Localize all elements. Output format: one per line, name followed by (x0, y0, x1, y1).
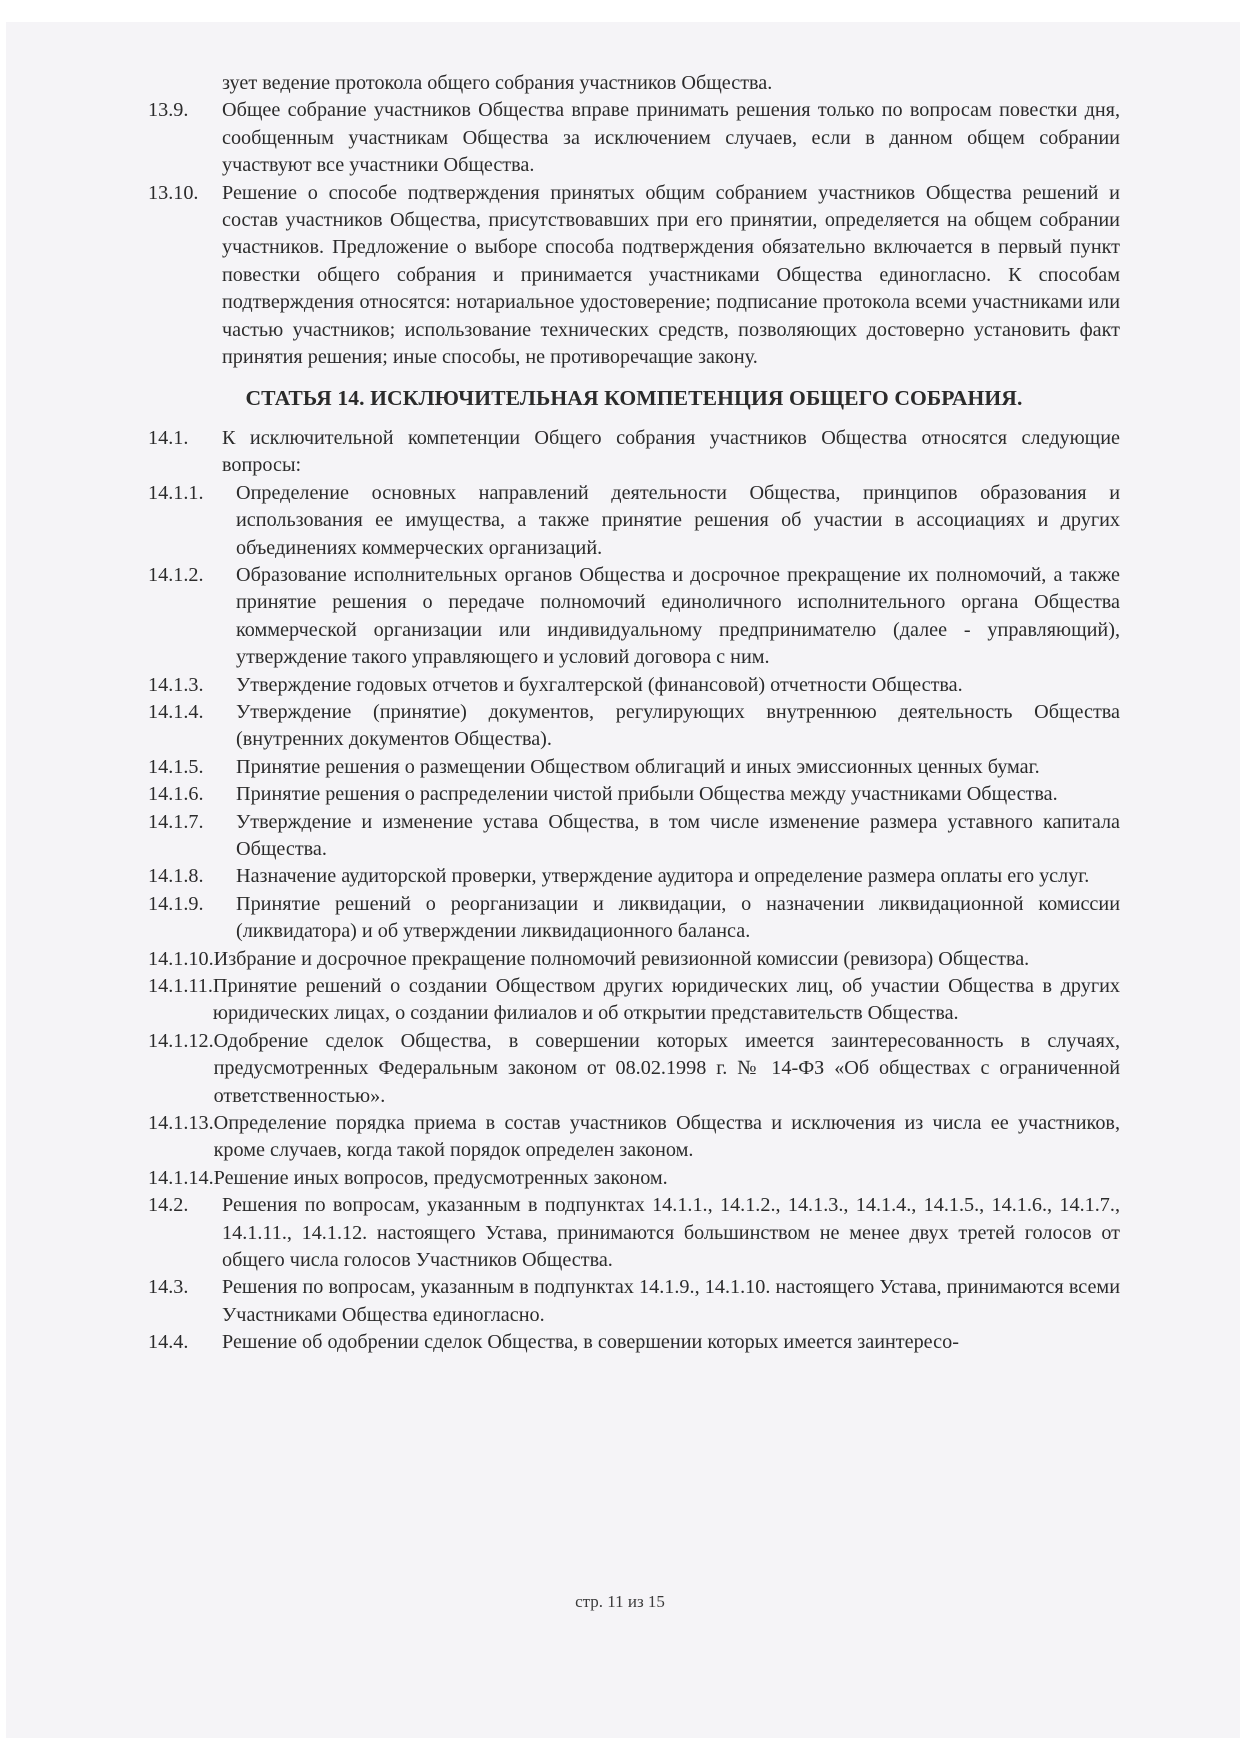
clause-text: Принятие решения о размещении Обществом облигаций и иных эмиссионных ценных бумаг. (236, 755, 1040, 778)
clause-13-10 (148, 180, 1120, 372)
clause-14-1-11 (148, 973, 1120, 1028)
clause-13-9 (148, 97, 1120, 179)
clause-number: 14.1.1. (148, 481, 204, 504)
clause-number: 14.1.6. (148, 783, 204, 806)
clause-text: Принятие решений о создании Обществом других юридических лиц, об участии Общества в других юридических лицах, о создании филиалов и об открытии представительств Общества. (212, 975, 1120, 1025)
clause-number: 13.10. (148, 181, 199, 204)
clause-number: 14.1.14. (148, 1166, 214, 1189)
clause-14-1-13 (148, 1110, 1120, 1165)
clause-14-1-4 (148, 699, 1120, 754)
clause-number: 14.1.10. (148, 947, 214, 970)
page-number: стр. 11 из 15 (575, 1592, 665, 1611)
clause-number: 14.1.12. (148, 1029, 214, 1052)
clause-14-2 (148, 1192, 1120, 1274)
clause-14-1-5 (148, 754, 1120, 781)
document-body (148, 70, 1120, 1357)
clause-text: Решение об одобрении сделок Общества, в совершении которых имеется заинтересо- (222, 1331, 959, 1354)
clause-14-1-6 (148, 781, 1120, 808)
clause-text: Утверждение годовых отчетов и бухгалтерской (финансовой) отчетности Общества. (236, 673, 963, 696)
clause-number: 14.4. (148, 1331, 189, 1354)
clause-14-1-14 (148, 1165, 1120, 1192)
clause-number: 14.2. (148, 1194, 189, 1217)
clause-text: Принятие решений о реорганизации и ликвидации, о назначении ликвидационной комиссии (ликвидатора) и об утверждении ликвидационного баланса. (236, 892, 1120, 943)
clause-14-1-8 (148, 863, 1120, 890)
clause-text: Одобрение сделок Общества, в совершении которых имеется заинтересованность в случаях, предусмотренных Федеральным законом от 08.02.1998 г. № 14-ФЗ «Об обществах с ограниченной ответственностью». (213, 1029, 1120, 1107)
clause-14-1-3 (148, 672, 1120, 699)
clause-text: Утверждение (принятие) документов, регулирующих внутреннюю деятельность Общества (внутренних документов Общества). (236, 700, 1120, 751)
clause-14-1-2 (148, 562, 1120, 672)
clause-text: Решения по вопросам, указанным в подпунктах 14.1.9., 14.1.10. настоящего Устава, принимаются всеми Участниками Общества единогласно. (222, 1276, 1120, 1326)
clause-number: 14.1.13. (148, 1112, 214, 1135)
article-heading: СТАТЬЯ 14. ИСКЛЮЧИТЕЛЬНАЯ КОМПЕТЕНЦИЯ ОБЩЕГО СОБРАНИЯ. (245, 386, 1023, 411)
clause-number: 14.1.7. (148, 810, 204, 833)
clause-text: Определение основных направлений деятельности Общества, принципов образования и использования ее имущества, а также принятие решения об участии в ассоциациях и других объединениях коммерческих организаций. (236, 481, 1120, 559)
clause-number: 14.1.9. (148, 892, 204, 915)
clause-text: К исключительной компетенции Общего собрания участников Общества относятся следующие вопросы: (222, 426, 1120, 477)
clause-text: Решение о способе подтверждения принятых общим собранием участников Общества решений и состав участников Общества, присутствовавших при его принятии, определяется на общем собрании участников. Предложение о выборе способа подтверждения обязательно включается в первый пункт повестки общего собрания и принимается участниками Общества единогласно. К способам подтверждения относятся: нотариальное удостоверение; подписание протокола всеми участниками или частью участников; использование технических средств, позволяющих достоверно установить факт принятия решения; иные способы, не противоречащие закону. (222, 181, 1120, 369)
clause-number: 13.9. (148, 99, 189, 122)
continuation-text: зует ведение протокола общего собрания участников Общества. (222, 72, 773, 94)
clause-text: Определение порядка приема в состав участников Общества и исключения из числа ее участников, кроме случаев, когда такой порядок определен законом. (213, 1112, 1120, 1162)
clause-number: 14.3. (148, 1276, 189, 1299)
clause-14-3 (148, 1274, 1120, 1329)
clause-number: 14.1.2. (148, 563, 204, 586)
clause-text: Утверждение и изменение устава Общества, в том числе изменение размера уставного капитала Общества. (236, 810, 1120, 860)
clause-14-1-7 (148, 809, 1120, 864)
clause-14-1-12 (148, 1028, 1120, 1110)
clause-number: 14.1.11. (148, 975, 213, 997)
clause-14-1 (148, 425, 1120, 480)
clause-text: Решение иных вопросов, предусмотренных законом. (213, 1166, 668, 1189)
clause-number: 14.1.8. (148, 865, 204, 888)
clause-14-1-10 (148, 946, 1120, 973)
clause-number: 14.1.4. (148, 700, 204, 723)
clause-14-4 (148, 1329, 1120, 1356)
clause-text: Принятие решения о распределении чистой прибыли Общества между участниками Общества. (236, 783, 1058, 806)
clause-text: Образование исполнительных органов Общества и досрочное прекращение их полномочий, а также принятие решения о передаче полномочий единоличного исполнительного органа Общества коммерческой организации или индивидуальному предпринимателю (далее - управляющий), утверждение такого управляющего и условий договора с ним. (236, 563, 1120, 669)
clause-14-1-9 (148, 891, 1120, 946)
clause-14-1-1 (148, 480, 1120, 562)
clause-number: 14.1.5. (148, 755, 204, 778)
clause-number: 14.1.3. (148, 673, 204, 696)
clause-text: Назначение аудиторской проверки, утверждение аудитора и определение размера оплаты его услуг. (236, 865, 1090, 888)
clause-text: Общее собрание участников Общества вправе принимать решения только по вопросам повестки дня, сообщенным участникам Общества за исключением случаев, если в данном общем собрании участвуют все участники Общества. (222, 99, 1120, 177)
clause-text: Решения по вопросам, указанным в подпунктах 14.1.1., 14.1.2., 14.1.3., 14.1.4., 14.1.5., 14.1.6., 14.1.7., 14.1.11., 14.1.12. настоящего Устава, принимаются большинством не менее двух третей голосов от общего числа голосов Участников Общества. (222, 1194, 1120, 1272)
clause-number: 14.1. (148, 426, 189, 449)
clause-text: Избрание и досрочное прекращение полномочий ревизионной комиссии (ревизора) Общества. (213, 947, 1030, 970)
